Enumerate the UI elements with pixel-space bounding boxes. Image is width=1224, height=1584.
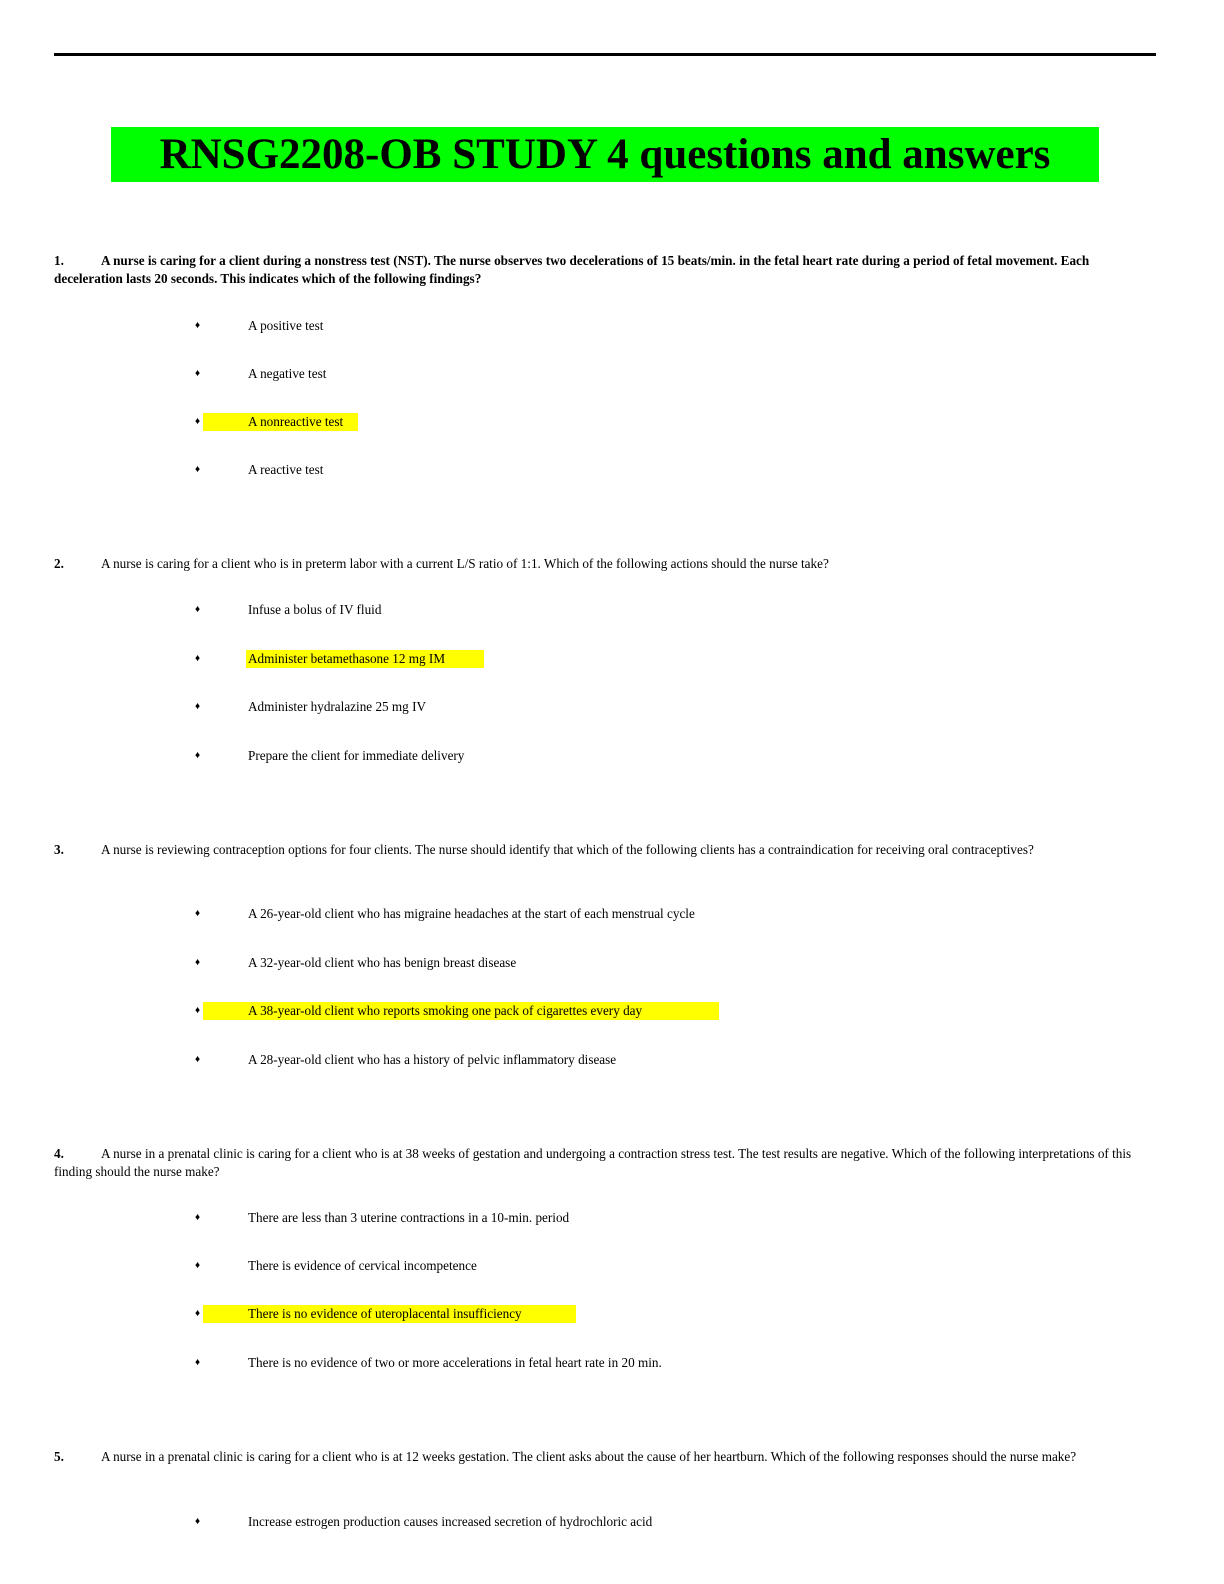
option-text: Administer betamethasone 12 mg IM [248, 651, 446, 666]
option-2c [0, 697, 1224, 717]
bullet-icon: ♦ [195, 1357, 201, 1368]
bullet-icon: ♦ [195, 1260, 201, 1271]
option-text: A nonreactive test [248, 414, 344, 429]
option-3b [0, 953, 1224, 973]
option-text: A 32-year-old client who has benign breast disease [248, 955, 517, 970]
bullet-icon: ♦ [195, 701, 201, 712]
question-text: A nurse is caring for a client who is in preterm labor with a current L/S ratio of 1:1. Which of the following actions should the nurse take? [101, 556, 829, 571]
option-4a [0, 1208, 1224, 1228]
question-1 [54, 252, 1144, 288]
option-1a [0, 316, 1224, 336]
question-text: A nurse in a prenatal clinic is caring for a client who is at 38 weeks of gestation and undergoing a contraction stress test. The test results are negative. Which of the following interpretations of this finding should the nurse make? [54, 1146, 1132, 1179]
option-text: There is evidence of cervical incompetence [248, 1258, 477, 1273]
option-2a [0, 600, 1224, 620]
bullet-icon: ♦ [195, 1516, 201, 1527]
bullet-icon: ♦ [195, 750, 201, 761]
option-1b [0, 364, 1224, 384]
option-text: There is no evidence of two or more accelerations in fetal heart rate in 20 min. [248, 1355, 662, 1370]
option-text: A 26-year-old client who has migraine headaches at the start of each menstrual cycle [248, 906, 695, 921]
bullet-icon: ♦ [195, 1054, 201, 1065]
question-number: 1. [54, 253, 64, 268]
bullet-icon: ♦ [195, 604, 201, 615]
bullet-icon: ♦ [195, 416, 201, 427]
bullet-icon: ♦ [195, 653, 201, 664]
option-text: Increase estrogen production causes increased secretion of hydrochloric acid [248, 1514, 653, 1529]
option-3c-answer [0, 1001, 1224, 1021]
option-2b-answer [0, 649, 1224, 669]
bullet-icon: ♦ [195, 368, 201, 379]
option-4c-answer [0, 1304, 1224, 1324]
option-text: A reactive test [248, 462, 324, 477]
bullet-icon: ♦ [195, 1212, 201, 1223]
option-1d [0, 460, 1224, 480]
option-text: A positive test [248, 318, 324, 333]
question-text: A nurse is reviewing contraception options for four clients. The nurse should identify that which of the following clients has a contraindication for receiving oral contraceptives? [101, 842, 1034, 857]
question-number: 4. [54, 1146, 64, 1161]
option-text: A negative test [248, 366, 327, 381]
question-5 [54, 1448, 1144, 1466]
option-text: Prepare the client for immediate delivery [248, 748, 465, 763]
question-text: A nurse is caring for a client during a nonstress test (NST). The nurse observes two decelerations of 15 beats/min. in the fetal heart rate during a period of fetal movement. Each deceleration lasts 20 seconds. This indicates which of the following findings? [54, 253, 1090, 286]
option-text: There is no evidence of uteroplacental insufficiency [248, 1306, 522, 1321]
bullet-icon: ♦ [195, 320, 201, 331]
question-number: 2. [54, 556, 64, 571]
option-1c-answer [0, 412, 1224, 432]
option-3a [0, 904, 1224, 924]
option-4b [0, 1256, 1224, 1276]
question-3 [54, 841, 1144, 859]
option-2d [0, 746, 1224, 766]
document-title: RNSG2208-OB STUDY 4 questions and answers [111, 127, 1099, 182]
question-2 [54, 555, 1144, 573]
option-5a [0, 1512, 1224, 1532]
option-4d [0, 1353, 1224, 1373]
bullet-icon: ♦ [195, 957, 201, 968]
bullet-icon: ♦ [195, 1308, 201, 1319]
question-number: 5. [54, 1449, 64, 1464]
option-text: Infuse a bolus of IV fluid [248, 602, 382, 617]
option-text: Administer hydralazine 25 mg IV [248, 699, 426, 714]
top-rule [54, 53, 1156, 56]
option-text: A 28-year-old client who has a history of pelvic inflammatory disease [248, 1052, 617, 1067]
question-text: A nurse in a prenatal clinic is caring for a client who is at 12 weeks gestation. The client asks about the cause of her heartburn. Which of the following responses should the nurse make? [101, 1449, 1077, 1464]
option-text: There are less than 3 uterine contractions in a 10-min. period [248, 1210, 570, 1225]
option-3d [0, 1050, 1224, 1070]
bullet-icon: ♦ [195, 464, 201, 475]
bullet-icon: ♦ [195, 1005, 201, 1016]
option-text: A 38-year-old client who reports smoking one pack of cigarettes every day [248, 1003, 643, 1018]
question-4 [54, 1145, 1144, 1181]
bullet-icon: ♦ [195, 908, 201, 919]
question-number: 3. [54, 842, 64, 857]
